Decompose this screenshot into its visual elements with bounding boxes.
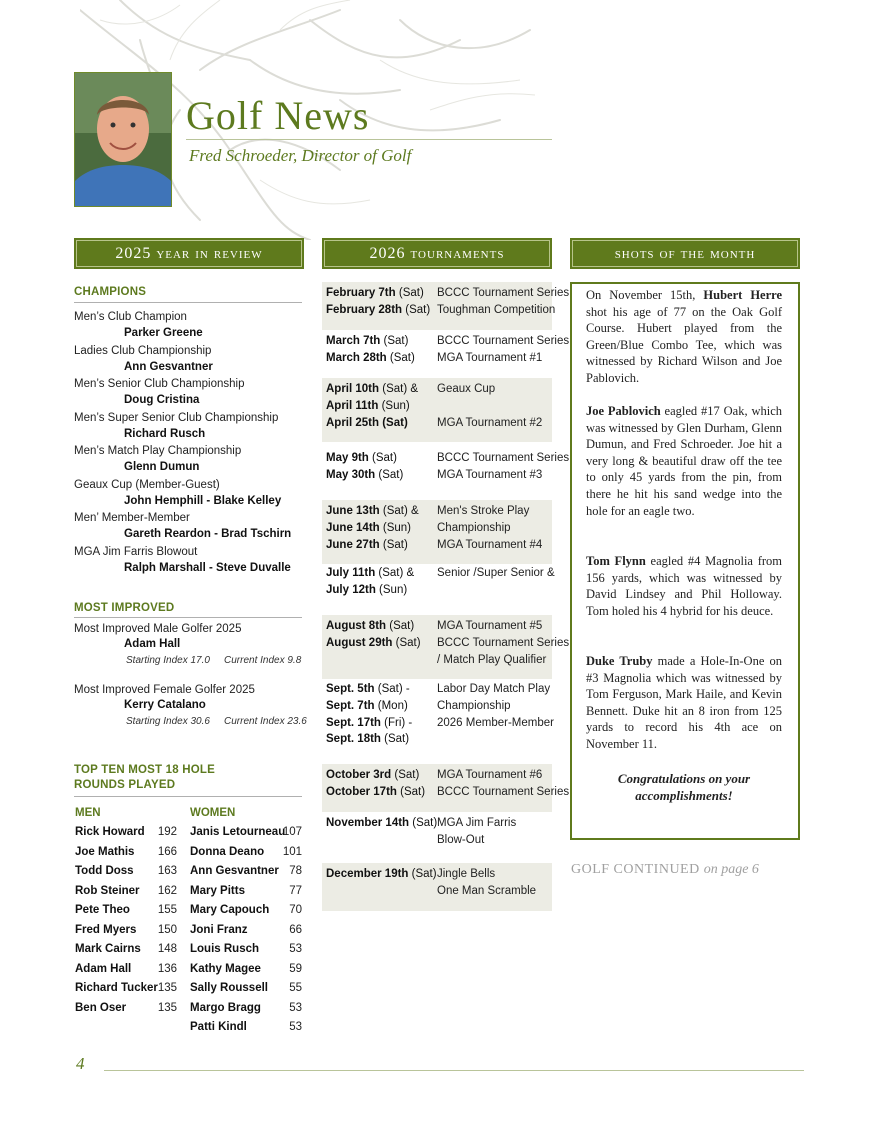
page-number: 4 — [76, 1054, 85, 1073]
top-ten-heading-2: ROUNDS PLAYED — [74, 779, 176, 791]
women-rounds-name: Sally Roussell — [190, 982, 268, 994]
tournament-date — [326, 522, 411, 534]
page-subtitle: Fred Schroeder, Director of Golf — [189, 146, 412, 165]
tournament-day: (Sat) — [375, 468, 404, 481]
tournament-block — [322, 764, 570, 812]
tournament-day: (Sat) — [392, 636, 421, 649]
women-rounds-name: Louis Rusch — [190, 943, 260, 955]
men-rounds-name: Rob Steiner — [75, 884, 140, 897]
women-rounds-count: 53 — [289, 943, 302, 955]
champion-winner: Glenn Dumun — [124, 461, 200, 473]
tournament-event: One Man Scramble — [437, 884, 537, 897]
continued-note — [571, 862, 759, 878]
shots-section-header — [570, 238, 800, 269]
women-rounds-count: 53 — [289, 1001, 302, 1014]
women-rounds-name: Joni Franz — [190, 923, 248, 936]
review-section-title: 2025 year in review — [115, 244, 263, 262]
tournament-day: (Sat) — [380, 733, 410, 746]
champion-event: Men’s Club Champion — [74, 311, 187, 323]
shots-section-title: shots of the month — [614, 244, 756, 262]
tournament-block — [322, 678, 552, 759]
tournament-block — [322, 863, 552, 911]
champion-event: Geaux Cup (Member-Guest) — [74, 478, 220, 491]
tournament-day: (Fri) - — [380, 716, 413, 729]
tournament-day: (Sat) — [380, 335, 409, 347]
tournament-date-text: May 9th — [326, 452, 369, 464]
continued-page-ref: on page 6 — [703, 862, 759, 877]
tournament-date — [326, 733, 409, 745]
congrats-line-1: Congratulations on your — [617, 771, 751, 786]
top-ten-heading-1: TOP TEN MOST 18 HOLE — [74, 764, 215, 776]
tournament-block — [322, 562, 555, 610]
women-rounds-name: Mary Pitts — [190, 884, 245, 897]
tournament-date-text: April 10th — [326, 383, 380, 395]
tournament-date — [326, 567, 414, 579]
tournament-date-text: Sept. 5th — [326, 683, 375, 695]
tournament-block — [322, 330, 570, 378]
men-rounds-name: Fred Myers — [75, 923, 137, 936]
tournament-block — [322, 615, 570, 679]
tournament-day: (Sun) — [378, 399, 410, 412]
women-rounds-count: 107 — [282, 826, 302, 838]
men-rounds-count: 136 — [157, 962, 177, 975]
tournament-date-text: February 28th — [326, 303, 403, 316]
tournament-date — [326, 717, 412, 729]
tournament-event: BCCC Tournament Series — [437, 335, 570, 347]
tournament-date-text: November 14th — [326, 817, 410, 829]
women-rounds-count: 59 — [289, 962, 302, 975]
women-rounds-name: Donna Deano — [190, 845, 265, 858]
tournament-date-text: May 30th — [326, 468, 376, 481]
tournament-date — [326, 584, 407, 596]
men-rounds-name: Adam Hall — [75, 962, 132, 975]
tournaments-section-header — [322, 238, 552, 269]
tournament-date — [326, 505, 419, 517]
tournament-day: (Sat) — [409, 817, 438, 829]
tournament-date-text: March 7th — [326, 335, 381, 347]
tournament-date-text: Sept. 18th — [326, 733, 381, 746]
tournament-date — [326, 683, 410, 695]
tournament-date-text: July 12th — [326, 583, 376, 596]
women-rounds-count: 77 — [289, 884, 302, 897]
tournament-date-text: February 7th — [326, 287, 396, 299]
tournament-date — [326, 700, 408, 712]
tournament-event: Championship — [437, 699, 511, 712]
tournament-date-text: August 8th — [326, 620, 387, 632]
continued-text: GOLF CONTINUED — [571, 862, 700, 877]
tournament-day: (Sat) — [395, 287, 424, 299]
tournament-date-text: June 14th — [326, 521, 380, 534]
tournament-date — [326, 335, 408, 347]
tournament-date-text: Sept. 17th — [326, 716, 381, 729]
tournaments-section-title: 2026 tournaments — [369, 244, 505, 262]
tournament-date-text: April 25th (Sat) — [326, 416, 408, 429]
champion-event: Ladies Club Championship — [74, 344, 212, 357]
tournament-event: / Match Play Qualifier — [437, 653, 547, 666]
top-ten-rule — [74, 796, 302, 797]
current-index: Current Index 23.6 — [224, 716, 307, 727]
starting-index: Starting Index 17.0 — [126, 655, 210, 666]
tournament-date — [326, 400, 410, 412]
tournament-day: (Sat) — [368, 452, 397, 464]
champions-rule — [74, 302, 302, 303]
tournament-date — [326, 817, 437, 829]
congrats-line-2: accomplishments! — [635, 788, 733, 803]
champion-event: Men’s Match Play Championship — [74, 445, 242, 457]
most-improved-name: Kerry Catalano — [124, 699, 206, 711]
champion-event: Men’s Senior Club Championship — [74, 378, 245, 390]
men-rounds-count: 148 — [157, 943, 177, 955]
most-improved-name: Adam Hall — [124, 638, 181, 650]
tournament-date-text: August 29th — [326, 636, 393, 649]
tournament-day: (Sun) — [375, 583, 408, 596]
champion-winner: Gareth Reardon - Brad Tschirn — [124, 528, 292, 540]
champions-heading: CHAMPIONS — [74, 286, 147, 298]
golfer-name: Duke Truby — [586, 654, 653, 668]
tournament-date-text: October 17th — [326, 785, 397, 798]
men-rounds-count: 135 — [157, 982, 177, 994]
most-improved-label: Most Improved Female Golfer 2025 — [74, 684, 255, 696]
tournament-day: (Mon) — [374, 699, 408, 712]
tournament-event: BCCC Tournament Series — [437, 636, 570, 649]
tournament-block — [322, 282, 570, 330]
golfer-name: Hubert Herre — [703, 288, 783, 302]
tournament-date-text: July 11th — [326, 567, 376, 579]
tournament-block — [322, 500, 552, 564]
tournament-day: (Sat) - — [374, 683, 410, 695]
tournament-block — [322, 447, 570, 495]
women-rounds-count: 53 — [289, 1021, 302, 1033]
tournament-date — [326, 637, 421, 649]
champion-event: Men’s Super Senior Club Championship — [74, 411, 279, 424]
tournament-date — [326, 868, 437, 880]
tournament-block — [322, 378, 552, 442]
champion-winner: Richard Rusch — [124, 427, 206, 440]
tournament-event: Jingle Bells — [437, 868, 496, 880]
tournament-day: (Sun) — [379, 521, 412, 534]
golfer-name: Tom Flynn — [586, 554, 646, 568]
men-rounds-name: Todd Doss — [75, 865, 134, 877]
tournament-event: MGA Tournament #2 — [437, 416, 543, 429]
tournament-date-text: June 27th — [326, 538, 380, 551]
women-rounds-name: Mary Capouch — [190, 904, 270, 916]
review-section-header — [74, 238, 304, 269]
tournament-event: MGA Tournament #6 — [437, 769, 543, 781]
men-column-label: MEN — [75, 807, 101, 819]
men-rounds-name: Rick Howard — [75, 826, 145, 838]
tournament-event: MGA Tournament #4 — [437, 538, 543, 551]
tournament-day: (Sat) & — [375, 567, 415, 579]
shot-paragraph: Duke Truby made a Hole-In-One on #3 Magnolia which was witnessed by Tom Ferguson, Mark Haile, and Kevin Bennett. Duke hit an 8 iron from 125 yards to record his 4th ace on November 11. — [586, 654, 782, 751]
champion-winner: Ann Gesvantner — [124, 360, 213, 373]
footer-divider — [104, 1070, 804, 1071]
tournament-date — [326, 769, 419, 781]
tournament-date-text: October 3rd — [326, 769, 392, 781]
tournament-day: (Sat) — [379, 538, 408, 551]
tournament-date — [326, 383, 418, 395]
shot-paragraph: Tom Flynn eagled #4 Magnolia from 156 yards, which was witnessed by David Lindsey and Phil Holloway. Tom holed his 4 hybrid for his deuce. — [586, 554, 782, 618]
men-rounds-count: 135 — [157, 1001, 177, 1014]
tournament-event: MGA Jim Farris — [437, 817, 517, 829]
tournament-block — [322, 812, 552, 860]
women-rounds-name: Janis Letourneau — [190, 826, 286, 838]
tournament-event: Men's Stroke Play — [437, 505, 530, 517]
most-improved-label: Most Improved Male Golfer 2025 — [74, 623, 242, 635]
men-rounds-name: Ben Oser — [75, 1001, 127, 1014]
men-rounds-name: Pete Theo — [75, 904, 130, 916]
women-rounds-name: Patti Kindl — [190, 1021, 247, 1033]
page-title: Golf News — [186, 93, 370, 138]
tournament-event: BCCC Tournament Series — [437, 785, 570, 798]
tournament-event: Championship — [437, 521, 511, 534]
women-column-label: WOMEN — [190, 807, 236, 819]
tournament-date — [326, 620, 414, 632]
tournament-date-text: June 13th — [326, 505, 380, 517]
tournament-event: MGA Tournament #5 — [437, 620, 543, 632]
men-rounds-count: 163 — [157, 865, 177, 877]
tournament-date — [326, 304, 430, 316]
tournament-date-text: Sept. 7th — [326, 699, 375, 712]
women-rounds-name: Kathy Magee — [190, 962, 261, 975]
tournament-event: 2026 Member-Member — [437, 716, 554, 729]
tournament-day: (Sat) — [386, 620, 415, 632]
most-improved-heading: MOST IMPROVED — [74, 602, 175, 614]
shot-paragraph: Joe Pablovich eagled #17 Oak, which was witnessed by Glen Durham, Glenn Dumun, and Fred Schroeder. Joe hit a very long & beautiful draw off the tee to only 45 yards from the pin, from there he hit his sand wedge into the hole for an eagle two. — [586, 404, 782, 518]
women-rounds-count: 101 — [282, 845, 302, 858]
tournament-date — [326, 352, 415, 364]
tournament-date — [326, 539, 408, 551]
director-photo — [74, 72, 172, 207]
men-rounds-count: 192 — [157, 826, 177, 838]
tournament-event: MGA Tournament #1 — [437, 351, 543, 364]
tournament-date-text: April 11th — [326, 399, 379, 412]
most-improved-rule — [74, 617, 302, 618]
tournament-date — [326, 786, 425, 798]
congratulations-note — [586, 770, 782, 804]
tournament-event: Toughman Competition — [437, 303, 556, 316]
men-rounds-count: 155 — [157, 904, 177, 916]
champion-event: MGA Jim Farris Blowout — [74, 545, 198, 558]
tournament-day: (Sat) & — [379, 383, 419, 395]
champion-winner: Ralph Marshall - Steve Duvalle — [124, 561, 291, 574]
tournament-date — [326, 452, 397, 464]
tournament-date — [326, 469, 403, 481]
women-rounds-count: 70 — [289, 904, 302, 916]
tournament-date — [326, 287, 424, 299]
tournament-date — [326, 417, 408, 429]
women-rounds-name: Ann Gesvantner — [190, 865, 279, 877]
men-rounds-count: 150 — [157, 923, 177, 936]
starting-index: Starting Index 30.6 — [126, 716, 210, 727]
tournament-event: BCCC Tournament Series — [437, 287, 570, 299]
champion-event: Men’ Member-Member — [74, 512, 190, 524]
champion-winner: Doug Cristina — [124, 394, 200, 406]
women-rounds-count: 55 — [289, 982, 302, 994]
tournament-event: MGA Tournament #3 — [437, 468, 543, 481]
tournament-day: (Sat) — [408, 868, 437, 880]
tournament-day: (Sat) — [402, 303, 431, 316]
tournament-day: (Sat) — [396, 785, 426, 798]
shot-paragraph: On November 15th, Hubert Herre shot his age of 77 on the Oak Golf Course. Hubert played from the Green/Blue Combo Tee, which was witnessed by Richard Wilson and Joe Pablovich. — [586, 288, 783, 385]
men-rounds-name: Mark Cairns — [75, 943, 141, 955]
current-index: Current Index 9.8 — [224, 655, 302, 666]
tournament-day: (Sat) — [386, 351, 415, 364]
women-rounds-name: Margo Bragg — [190, 1001, 261, 1014]
men-rounds-name: Joe Mathis — [75, 845, 135, 858]
tournament-event: Senior /Super Senior & — [437, 567, 555, 579]
tournament-date-text: December 19th — [326, 868, 409, 880]
champion-winner: John Hemphill - Blake Kelley — [124, 494, 282, 507]
men-rounds-count: 166 — [157, 845, 177, 858]
men-rounds-name: Richard Tucker — [75, 982, 158, 994]
title-divider — [186, 139, 552, 140]
tournament-event: Blow-Out — [437, 833, 485, 846]
women-rounds-count: 66 — [289, 923, 302, 936]
women-rounds-count: 78 — [289, 865, 302, 877]
golfer-name: Joe Pablovich — [586, 404, 661, 418]
men-rounds-count: 162 — [157, 884, 177, 897]
tournament-day: (Sat) & — [379, 505, 419, 517]
tournament-event: BCCC Tournament Series — [437, 452, 570, 464]
tournament-date-text: March 28th — [326, 351, 387, 364]
tournament-event: Geaux Cup — [437, 383, 496, 395]
tournament-day: (Sat) — [391, 769, 420, 781]
tournament-event: Labor Day Match Play — [437, 683, 551, 695]
champion-winner: Parker Greene — [124, 327, 203, 339]
